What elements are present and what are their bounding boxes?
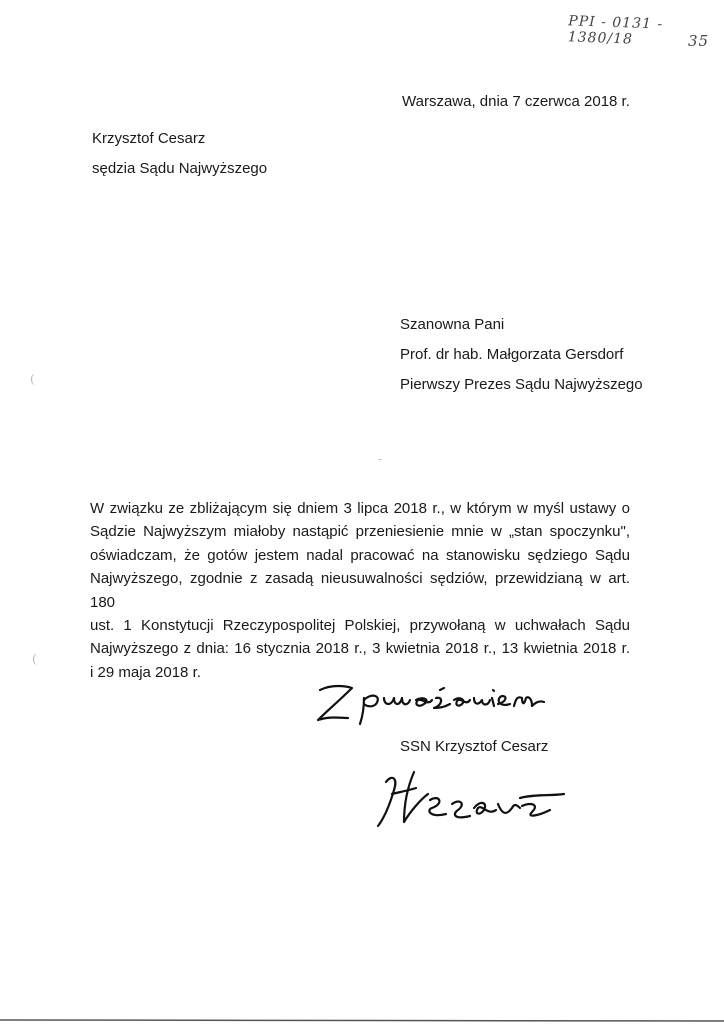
body-line: W związku ze zbliżającym się dniem 3 lipca 2018 r., w którym w myśl ustawy o: [90, 500, 630, 517]
handwritten-closing: [312, 676, 552, 726]
margin-mark: (: [32, 652, 37, 666]
sender-title: sędzia Sądu Najwyższego: [92, 160, 268, 177]
signer-name: SSN Krzysztof Cesarz: [400, 738, 549, 755]
handwritten-signature: [370, 764, 570, 834]
sender-name: Krzysztof Cesarz: [92, 130, 206, 147]
margin-mark: (: [30, 372, 35, 386]
body-line: ust. 1 Konstytucji Rzeczypospolitej Polskiej, przywołaną w uchwałach Sądu: [90, 617, 630, 635]
margin-mark: -: [378, 452, 383, 466]
addressee-greeting: Szanowna Pani: [400, 316, 505, 333]
scan-edge: [0, 1014, 724, 1024]
body-line: Najwyższego, zgodnie z zasadą nieusuwalności sędziów, przewidzianą w art. 180: [90, 570, 630, 611]
place-date: Warszawa, dnia 7 czerwca 2018 r.: [402, 93, 630, 110]
addressee-title: Pierwszy Prezes Sądu Najwyższego: [400, 376, 643, 393]
body-line: oświadczam, że gotów jestem nadal pracować na stanowisku sędziego Sądu: [90, 546, 630, 564]
letter-body: [90, 497, 630, 684]
body-line: i 29 maja 2018 r.: [90, 663, 201, 681]
reference-number: PPI - 0131 - 1380/18: [567, 13, 664, 48]
page-number: 35: [688, 32, 710, 50]
addressee-name: Prof. dr hab. Małgorzata Gersdorf: [400, 346, 624, 363]
body-line: Najwyższego z dnia: 16 stycznia 2018 r., 3 kwietnia 2018 r., 13 kwietnia 2018 r.: [90, 640, 630, 658]
body-line: Sądzie Najwyższym miałoby nastąpić przeniesienie mnie w „stan spoczynku",: [90, 523, 630, 541]
